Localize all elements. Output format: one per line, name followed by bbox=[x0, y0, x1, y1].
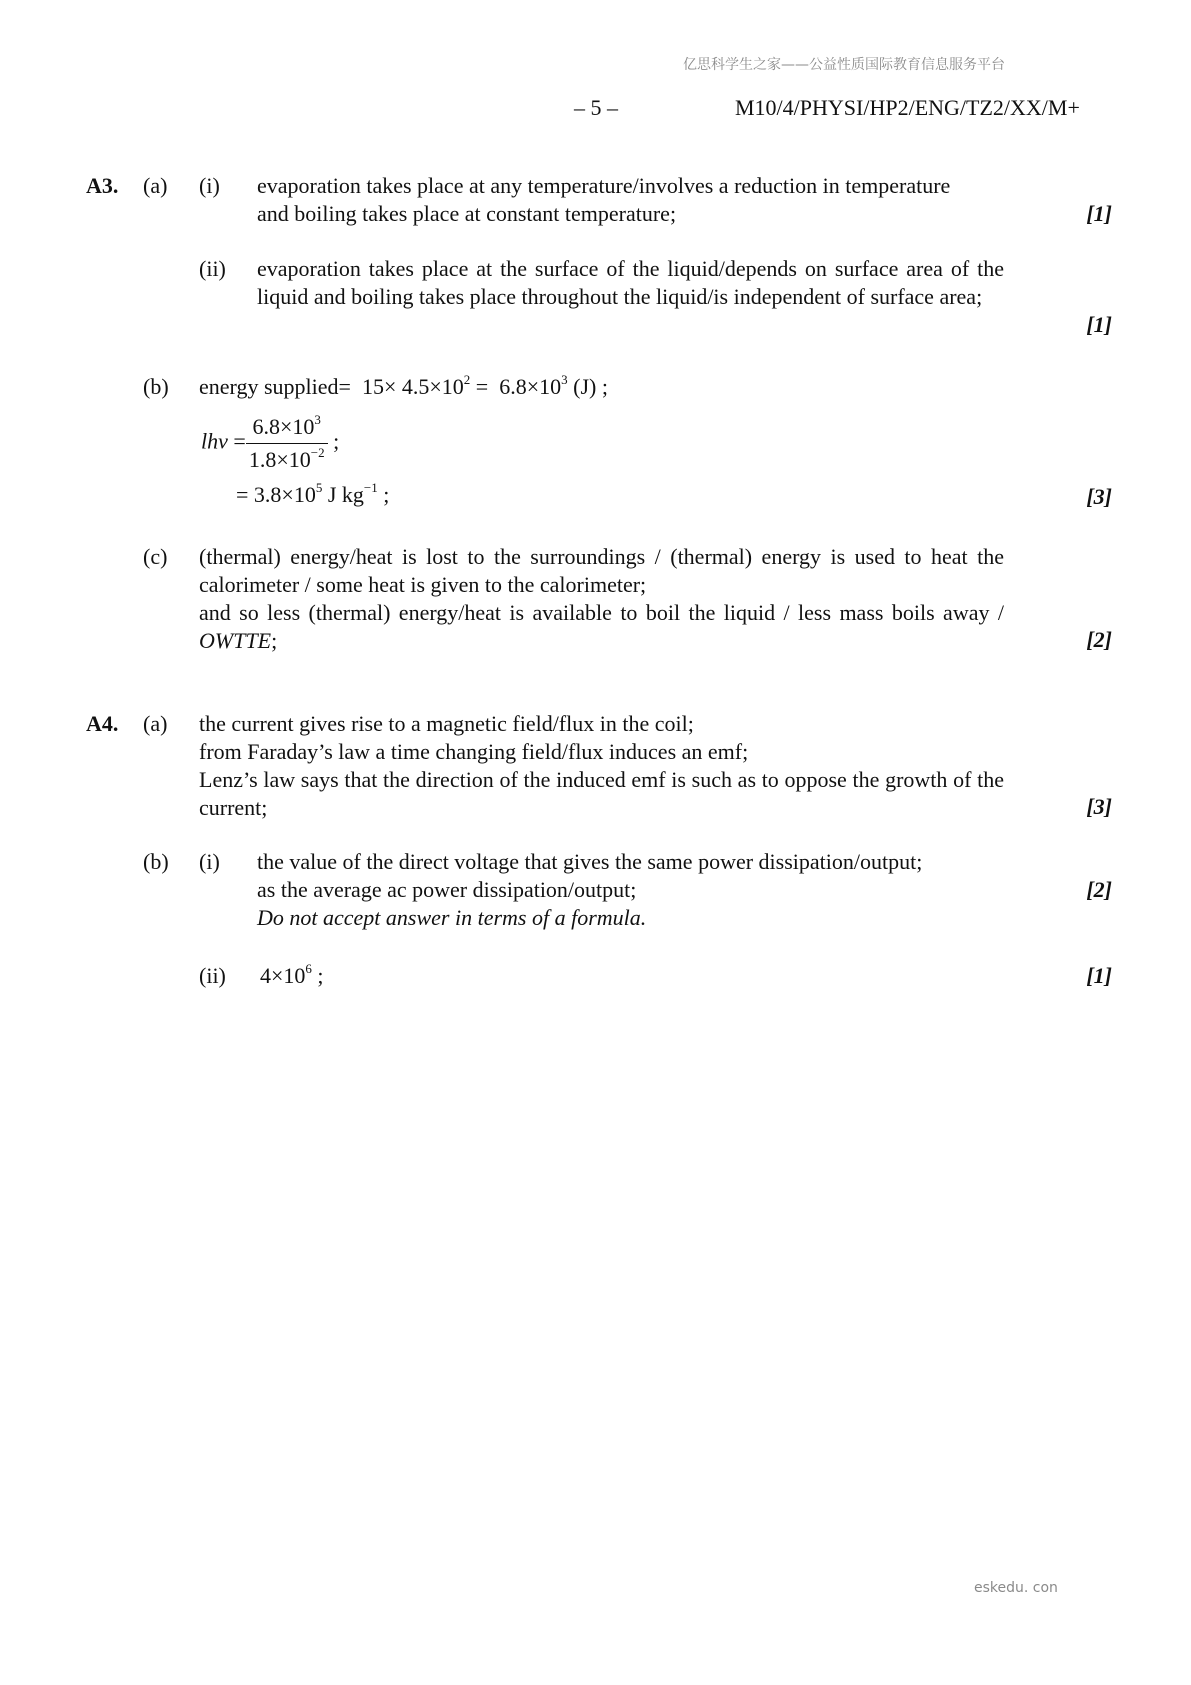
answer-a4-b-ii: $4\times 10^6$ ; bbox=[260, 960, 324, 988]
latent-heat-fraction: $\frac{6.8\times 10^3}{1.8\times 10^{-2}}$ bbox=[246, 412, 328, 475]
answer-a3-c-line1: (thermal) energy/heat is lost to the surroundings / (thermal) energy is used to heat the calorimeter / some heat is given to the calorimeter; bbox=[199, 544, 1004, 597]
answer-a3-a-i-line1: evaporation takes place at any temperature/involves a reduction in temperature bbox=[257, 173, 951, 198]
energy-result: 6.8×10 bbox=[499, 374, 562, 399]
bottom-watermark: eskedu. con bbox=[974, 1580, 1058, 1596]
marks-a4-a: [3] bbox=[1086, 794, 1112, 819]
answer-a4-a bbox=[199, 710, 1004, 822]
owtte-note: OWTTE bbox=[199, 628, 272, 653]
answer-a4-a-line1: the current gives rise to a magnetic field/flux in the coil; bbox=[199, 711, 694, 736]
question-label-a4: A4. bbox=[86, 711, 119, 736]
answer-a3-c bbox=[199, 543, 1004, 655]
marks-a3-a-ii: [1] bbox=[1086, 312, 1112, 337]
part-label-a4-b: (b) bbox=[143, 849, 169, 874]
answer-a3-a-ii: evaporation takes place at the surface of the liquid/depends on surface area of the liquid and boiling takes place throughout the liquid/is independent of surface area; bbox=[257, 256, 1004, 309]
answer-a4-a-line3: Lenz’s law says that the direction of the induced emf is such as to oppose the growth of the current; bbox=[199, 767, 1004, 820]
marks-a4-b-ii: [1] bbox=[1086, 963, 1112, 988]
answer-a4-b-i bbox=[257, 848, 1007, 932]
marks-a4-b-i: [2] bbox=[1086, 877, 1112, 902]
marks-a3-a-i: [1] bbox=[1086, 201, 1112, 226]
subpart-label-a3-a-i: (i) bbox=[199, 173, 220, 198]
lhv-symbol: lhv bbox=[201, 428, 228, 454]
answer-a3-c-line2: and so less (thermal) energy/heat is available to boil the liquid / less mass boils away / OWTTE; bbox=[199, 600, 1004, 653]
examiner-note: Do not accept answer in terms of a formula. bbox=[257, 905, 647, 930]
question-label-a3: A3. bbox=[86, 173, 119, 198]
energy-supplied-label: energy supplied bbox=[199, 374, 339, 399]
page-number: – 5 – bbox=[574, 95, 618, 120]
answer-a4-b-i-line2: as the average ac power dissipation/output; bbox=[257, 877, 637, 902]
subpart-label-a4-b-ii: (ii) bbox=[199, 963, 226, 988]
marks-a3-b: [3] bbox=[1086, 484, 1112, 509]
subpart-label-a3-a-ii: (ii) bbox=[199, 256, 226, 281]
marks-a3-c: [2] bbox=[1086, 627, 1112, 652]
document-code: M10/4/PHYSI/HP2/ENG/TZ2/XX/M+ bbox=[735, 95, 1080, 120]
energy-supplied-equation: energy supplied= $15\times 4.5\times 10^2 = 6.8\times 10^3$ (J) ; bbox=[199, 371, 608, 399]
latent-heat-result: = $3.8\times 10^5$ J $kg^{-1}$ ; bbox=[236, 479, 390, 507]
answer-a4-b-i-line1: the value of the direct voltage that gives the same power dissipation/output; bbox=[257, 849, 923, 874]
answer-a3-a-i-line2: and boiling takes place at constant temperature; bbox=[257, 201, 677, 226]
part-label-a3-a: (a) bbox=[143, 173, 168, 198]
part-label-a4-a: (a) bbox=[143, 711, 168, 736]
latent-heat-equation: lhv = $\frac{6.8\times 10^3}{1.8\times 10^{-2}}$ ; bbox=[201, 412, 339, 475]
top-watermark: 亿思科学生之家——公益性质国际教育信息服务平台 bbox=[683, 57, 1005, 73]
answer-a3-a-i bbox=[257, 172, 1027, 228]
part-label-a3-c: (c) bbox=[143, 544, 168, 569]
subpart-label-a4-b-i: (i) bbox=[199, 849, 220, 874]
part-label-a3-b: (b) bbox=[143, 374, 169, 399]
answer-a4-a-line2: from Faraday’s law a time changing field/flux induces an emf; bbox=[199, 739, 749, 764]
